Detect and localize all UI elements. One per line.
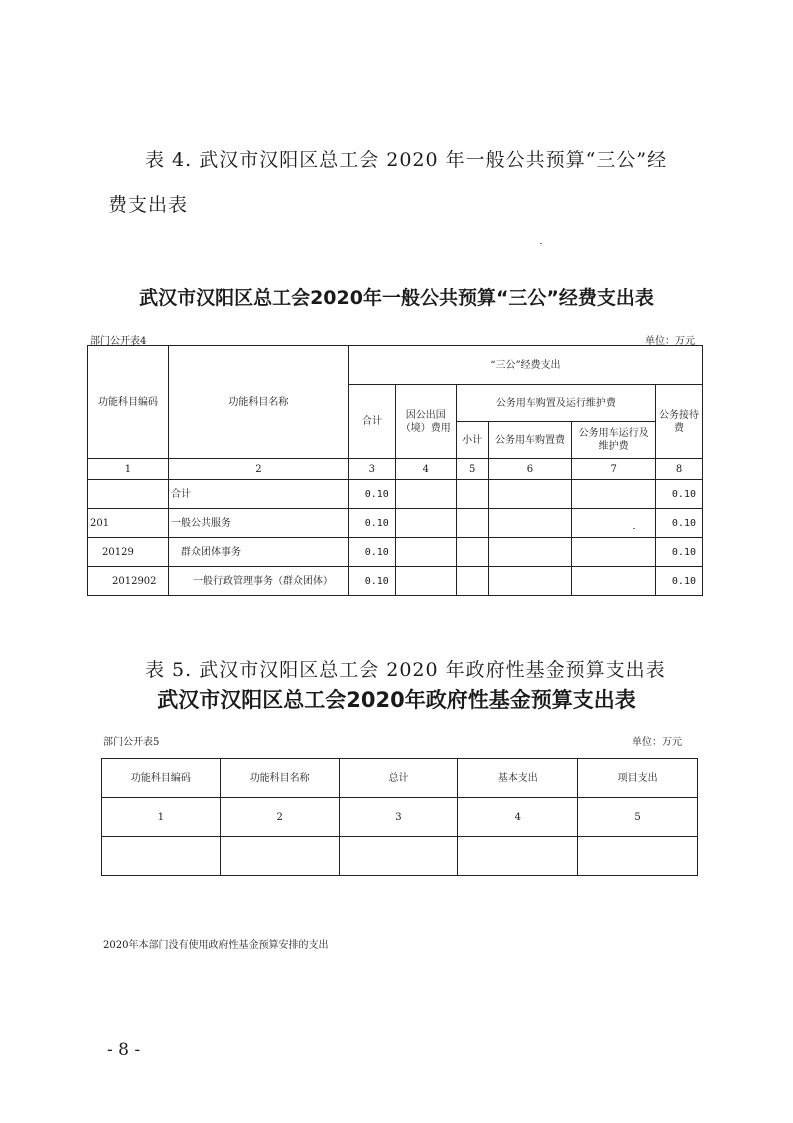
- header-subtotal: 小计: [456, 422, 488, 459]
- row-code: 2012902: [88, 567, 169, 596]
- row-reception: 0.10: [656, 567, 703, 596]
- section5-table-title: 武汉市汉阳区总工会2020年政府性基金预算支出表: [157, 688, 636, 712]
- row-name: 合计: [168, 480, 348, 509]
- header-name: 功能科目名称: [168, 346, 348, 459]
- col-number: 3: [348, 459, 395, 480]
- row-code: 201: [88, 509, 169, 538]
- col-number: 5: [578, 798, 698, 837]
- section5-form-number: 部门公开表5: [103, 737, 160, 748]
- header-total: 总计: [339, 759, 458, 798]
- row-total: 0.10: [348, 480, 395, 509]
- section4-table-title: 武汉市汉阳区总工会2020年一般公共预算“三公”经费支出表: [139, 287, 654, 309]
- row-name: 一般行政管理事务（群众团体）: [168, 567, 348, 596]
- row-name: 群众团体事务: [168, 538, 348, 567]
- section5-heading: 表 5. 武汉市汉阳区总工会 2020 年政府性基金预算支出表: [145, 659, 666, 681]
- sangong-table: [87, 345, 703, 596]
- row-reception: 0.10: [656, 538, 703, 567]
- row-total: 0.10: [348, 538, 395, 567]
- header-basic: 基本支出: [458, 759, 578, 798]
- page-number: - 8 -: [107, 1040, 141, 1060]
- row-total: 0.10: [348, 509, 395, 538]
- scan-speck: [633, 528, 635, 529]
- row-name: 一般公共服务: [168, 509, 348, 538]
- row-reception: 0.10: [656, 509, 703, 538]
- col-number: 8: [656, 459, 703, 480]
- row-reception: 0.10: [656, 480, 703, 509]
- header-reception: 公务接待费: [656, 385, 703, 459]
- header-sangong: “三公”经费支出: [348, 346, 702, 385]
- table-row: [88, 480, 703, 509]
- col-number: 1: [88, 459, 169, 480]
- col-number: 6: [488, 459, 572, 480]
- section5-note: 2020年本部门没有使用政府性基金预算安排的支出: [103, 940, 329, 951]
- section4-unit: 单位：万元: [645, 336, 695, 347]
- row-total: 0.10: [348, 567, 395, 596]
- fund-table: [101, 758, 698, 876]
- row-code: 20129: [88, 538, 169, 567]
- row-code: [88, 480, 169, 509]
- col-number: 7: [572, 459, 656, 480]
- header-name: 功能科目名称: [220, 759, 339, 798]
- table-row: [102, 837, 698, 876]
- table-row: [88, 509, 703, 538]
- scan-speck: [540, 243, 542, 244]
- section5-unit: 单位：万元: [632, 737, 682, 748]
- col-number: 4: [395, 459, 456, 480]
- header-project: 项目支出: [578, 759, 698, 798]
- table-row: [88, 538, 703, 567]
- header-total: 合计: [348, 385, 395, 459]
- header-car-buy: 公务用车购置费: [488, 422, 572, 459]
- header-car: 公务用车购置及运行维护费: [456, 385, 655, 422]
- section4-form-number: 部门公开表4: [90, 336, 147, 347]
- section4-heading-line1: 表 4. 武汉市汉阳区总工会 2020 年一般公共预算“三公”经: [145, 149, 668, 171]
- col-number: 5: [456, 459, 488, 480]
- col-number: 2: [168, 459, 348, 480]
- col-number: 3: [339, 798, 458, 837]
- header-car-run: 公务用车运行及维护费: [572, 422, 656, 459]
- col-number: 4: [458, 798, 578, 837]
- section4-heading-line2: 费支出表: [108, 194, 189, 216]
- header-abroad: 因公出国（境）费用: [395, 385, 456, 459]
- col-number: 1: [102, 798, 221, 837]
- header-code: 功能科目编码: [88, 346, 169, 459]
- table-row: [88, 567, 703, 596]
- header-code: 功能科目编码: [102, 759, 221, 798]
- col-number: 2: [220, 798, 339, 837]
